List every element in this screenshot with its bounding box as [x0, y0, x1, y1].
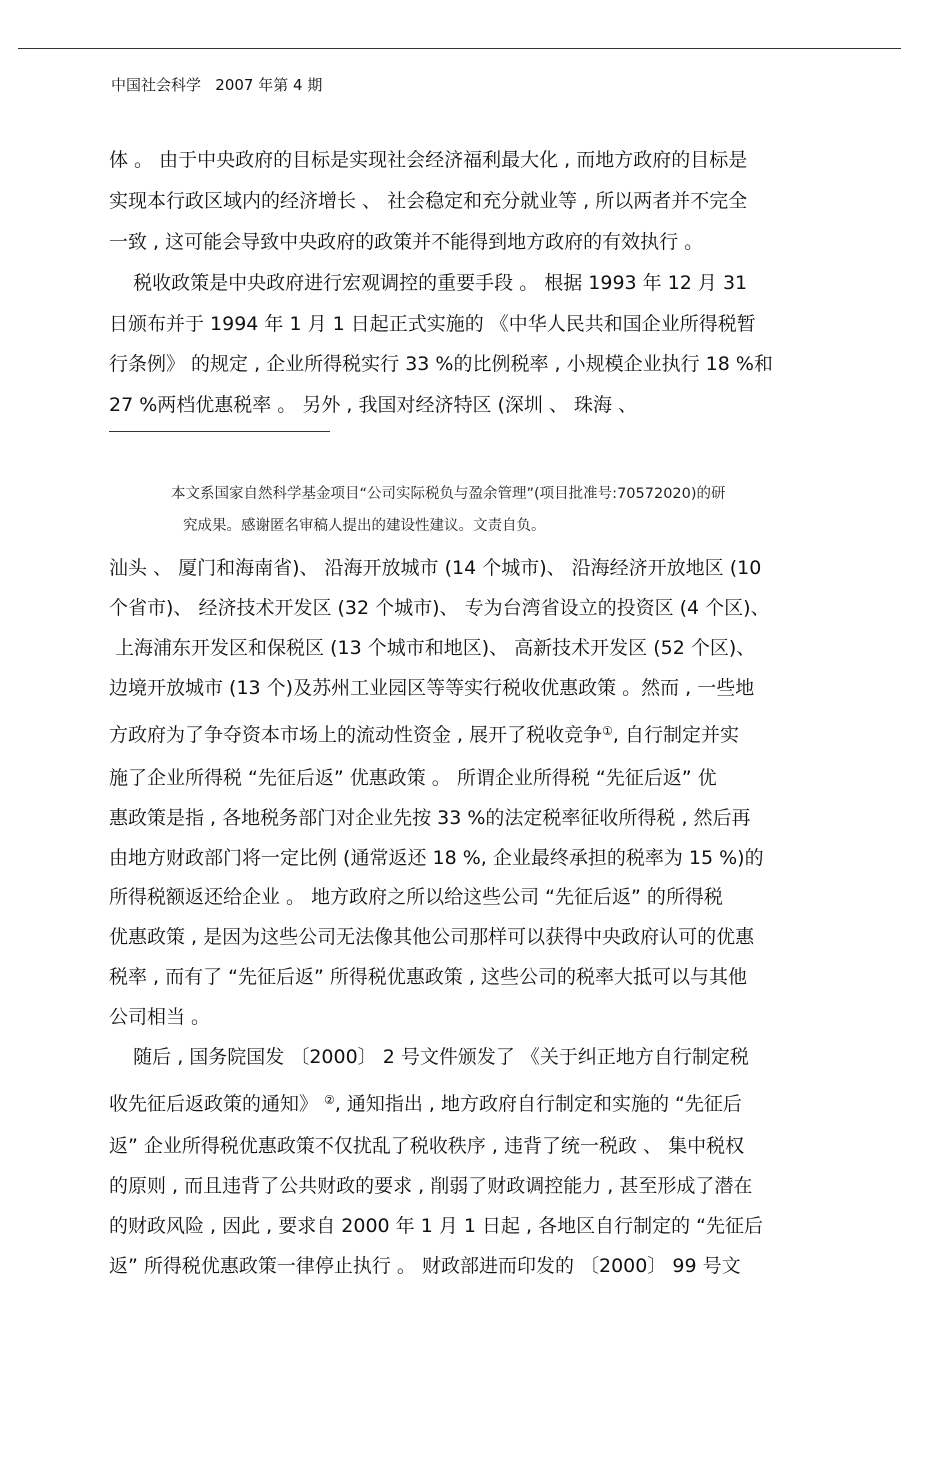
- body-line: [109, 596, 770, 620]
- body-line: [109, 723, 739, 747]
- line-text: 惠政策是指 , 各地税务部门对企业先按 33 %的法定税率征收所得税 , 然后再: [109, 807, 751, 829]
- line-text: 返” 所得税优惠政策一律停止执行 。 财政部进而印发的 〔2000〕 99 号文: [109, 1255, 741, 1277]
- body-line: [109, 1092, 742, 1116]
- body-line: [109, 1045, 749, 1069]
- body-line: 税收政策是中央政府进行宏观调控的重要手段 。 根据 1993 年 12 月 31: [109, 272, 748, 294]
- body-line: [109, 676, 754, 700]
- line-text: 的财政风险 , 因此 , 要求自 2000 年 1 月 1 日起 , 各地区自行制定的 “先征后: [109, 1215, 764, 1237]
- body-line: 日颁布并于 1994 年 1 月 1 日起正式实施的 《中华人民共和国企业所得税暂: [109, 313, 756, 335]
- body-line: [109, 965, 747, 989]
- body-line: [109, 556, 761, 580]
- line-text: 收先征后返政策的通知》: [109, 1093, 325, 1115]
- line-text: 的原则 , 而且违背了公共财政的要求 , 削弱了财政调控能力 , 甚至形成了潜在: [109, 1175, 753, 1197]
- line-text: 所得税额返还给企业 。 地方政府之所以给这些公司 “先征后返” 的所得税: [109, 886, 723, 908]
- body-line: 一致 , 这可能会导致中央政府的政策并不能得到地方政府的有效执行 。: [109, 231, 704, 253]
- body-line: [109, 806, 751, 830]
- body-line: [109, 1134, 744, 1158]
- line-text: 返” 企业所得税优惠政策不仅扰乱了税收秩序 , 违背了统一税政 、 集中税权: [109, 1135, 745, 1157]
- body-line: [109, 636, 755, 660]
- body-line: [109, 766, 717, 790]
- line-text: 优惠政策 , 是因为这些公司无法像其他公司那样可以获得中央政府认可的优惠: [109, 926, 755, 948]
- line-text: 汕头 、 厦门和海南省)、 沿海开放城市 (14 个城市)、 沿海经济开放地区 (10: [109, 557, 762, 579]
- line-text: 税率 , 而有了 “先征后返” 所得税优惠政策 , 这些公司的税率大抵可以与其他: [109, 966, 748, 988]
- footnote-rule: [109, 431, 330, 432]
- running-header: 中国社会科学 2007 年第 4 期: [111, 76, 323, 94]
- line-text: , 通知指出 , 地方政府自行制定和实施的 “先征后: [334, 1093, 742, 1115]
- footnote-line: 本文系国家自然科学基金项目“公司实际税负与盈余管理”(项目批准号:70572020)的研: [171, 486, 726, 502]
- line-text: 个省市)、 经济技术开发区 (32 个城市)、 专为台湾省设立的投资区 (4 个区)、: [109, 597, 770, 619]
- footnote-ref-2[interactable]: ②: [324, 1093, 335, 1107]
- body-line: [109, 1214, 763, 1238]
- line-text: 方政府为了争夺资本市场上的流动性资金 , 展开了税收竞争: [109, 724, 603, 746]
- footnote-line: 究成果。感谢匿名审稿人提出的建设性建议。文责自负。: [183, 518, 546, 534]
- body-line: 行条例》 的规定 , 企业所得税实行 33 %的比例税率 , 小规模企业执行 18 %和: [109, 353, 773, 375]
- line-text: , 自行制定并实: [612, 724, 739, 746]
- footnote-ref-1[interactable]: ①: [602, 724, 613, 738]
- line-text: 边境开放城市 (13 个)及苏州工业园区等等实行税收优惠政策 。然而 , 一些地: [109, 677, 755, 699]
- body-line: 体 。 由于中央政府的目标是实现社会经济福利最大化 , 而地方政府的目标是: [109, 149, 748, 171]
- body-line: [109, 1005, 210, 1029]
- line-text: 上海浦东开发区和保税区 (13 个城市和地区)、 高新技术开发区 (52 个区)、: [109, 637, 756, 659]
- line-text: 公司相当 。: [109, 1006, 211, 1028]
- body-line: 27 %两档优惠税率 。 另外 , 我国对经济特区 (深圳 、 珠海 、: [109, 394, 638, 416]
- line-text: 由地方财政部门将一定比例 (通常返还 18 %, 企业最终承担的税率为 15 %)的: [109, 847, 764, 869]
- body-line: [109, 885, 723, 909]
- header-rule: [18, 48, 901, 49]
- line-text: 随后 , 国务院国发 〔2000〕 2 号文件颁发了 《关于纠正地方自行制定税: [109, 1046, 749, 1068]
- body-line: [109, 846, 764, 870]
- line-text: 施了企业所得税 “先征后返” 优惠政策 。 所谓企业所得税 “先征后返” 优: [109, 767, 717, 789]
- body-line: [109, 1254, 741, 1278]
- body-line: [109, 1174, 752, 1198]
- body-line: [109, 925, 754, 949]
- body-line: 实现本行政区域内的经济增长 、 社会稳定和充分就业等 , 所以两者并不完全: [109, 190, 748, 212]
